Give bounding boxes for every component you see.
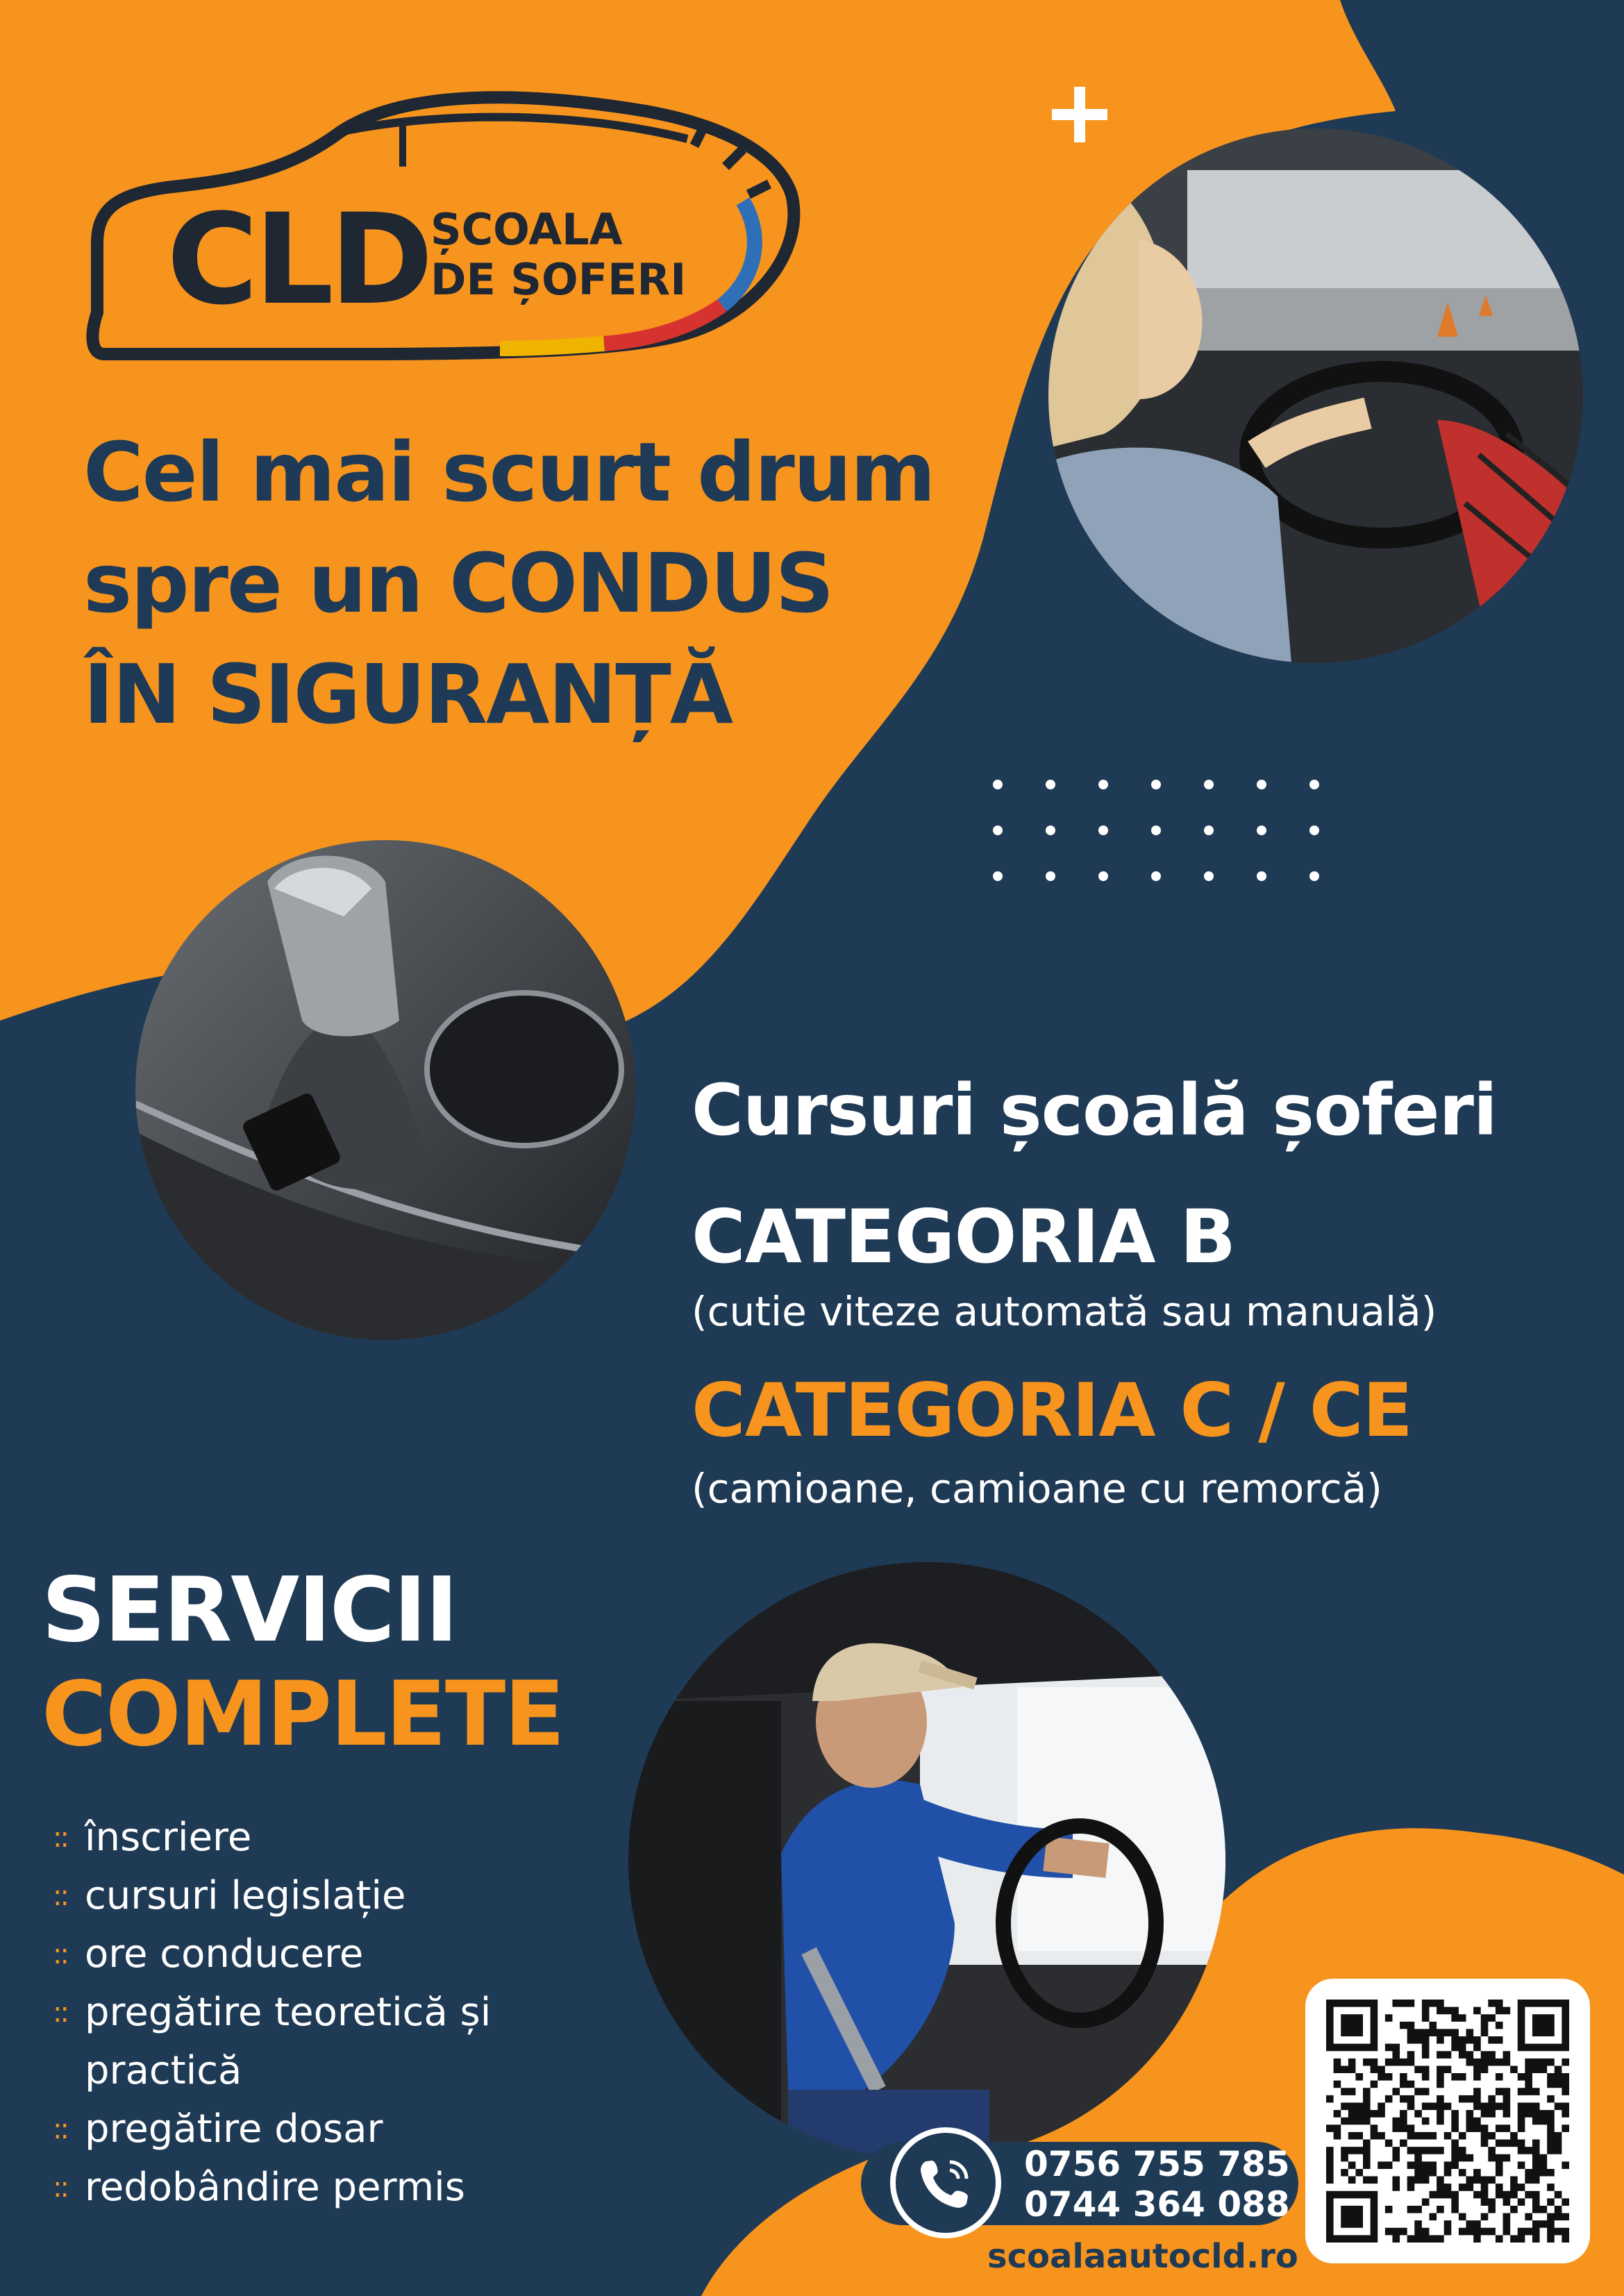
category-b: CATEGORIA B [692, 1194, 1236, 1280]
bullet-icon: :: [53, 2172, 67, 2204]
logo-line2: DE ȘOFERI [430, 254, 687, 305]
photo-truck-driver [628, 1562, 1225, 2159]
decorative-dots [989, 776, 1330, 887]
bullet-icon: :: [53, 1880, 67, 1912]
category-c-note: (camioane, camioane cu remorcă) [692, 1465, 1382, 1512]
headline-line3: ÎN SIGURANȚĂ [83, 646, 733, 742]
bullet-icon: :: [53, 1997, 67, 2029]
qr-finder-center [1532, 2014, 1555, 2036]
headline-line1: Cel mai scurt drum [83, 424, 935, 520]
services-item [53, 1984, 608, 2100]
services-title-line1: SERVICII [42, 1559, 458, 1662]
services-item-label: pregătire teoretică și practică [85, 1990, 492, 2093]
services-item [53, 2159, 608, 2217]
category-c: CATEGORIA C / CE [692, 1368, 1412, 1453]
courses-title: Cursuri școală șoferi [692, 1069, 1497, 1152]
services-item-label: pregătire dosar [85, 2106, 383, 2152]
qr-card [1305, 1979, 1590, 2263]
qr-code[interactable] [1326, 2000, 1569, 2243]
services-item [53, 1925, 608, 1984]
photo-gear-shifter [135, 840, 635, 1340]
bullet-icon: :: [53, 1938, 67, 1970]
logo-brand: CLD [167, 187, 430, 333]
bullet-icon: :: [53, 1822, 67, 1854]
qr-finder-center [1341, 2014, 1363, 2036]
services-item [53, 2100, 608, 2159]
logo-line1: ȘCOALA [430, 204, 623, 255]
services-item-label: înscriere [85, 1815, 252, 1860]
services-item-label: redobândire permis [85, 2165, 465, 2210]
services-list [53, 1809, 608, 2217]
phone-number-2[interactable]: 0744 364 088 [1024, 2184, 1290, 2224]
qr-finder-center [1341, 2206, 1363, 2228]
headline-line2: spre un CONDUS [83, 535, 833, 631]
website-link[interactable]: scoalaautocld.ro [987, 2237, 1298, 2276]
photo-woman-driving [1048, 128, 1583, 663]
services-item-label: cursuri legislație [85, 1873, 406, 1918]
bullet-icon: :: [53, 2113, 67, 2145]
services-item-label: ore conducere [85, 1932, 364, 1977]
phone-icon-badge [890, 2127, 1001, 2238]
headline [83, 417, 986, 750]
services-title-line2: COMPLETE [42, 1663, 564, 1766]
category-b-note: (cutie viteze automată sau manuală) [692, 1288, 1437, 1335]
services-item [53, 1867, 608, 1925]
phone-icon [918, 2155, 973, 2211]
phone-number-1[interactable]: 0756 755 785 [1024, 2144, 1290, 2184]
services-item [53, 1809, 608, 1867]
